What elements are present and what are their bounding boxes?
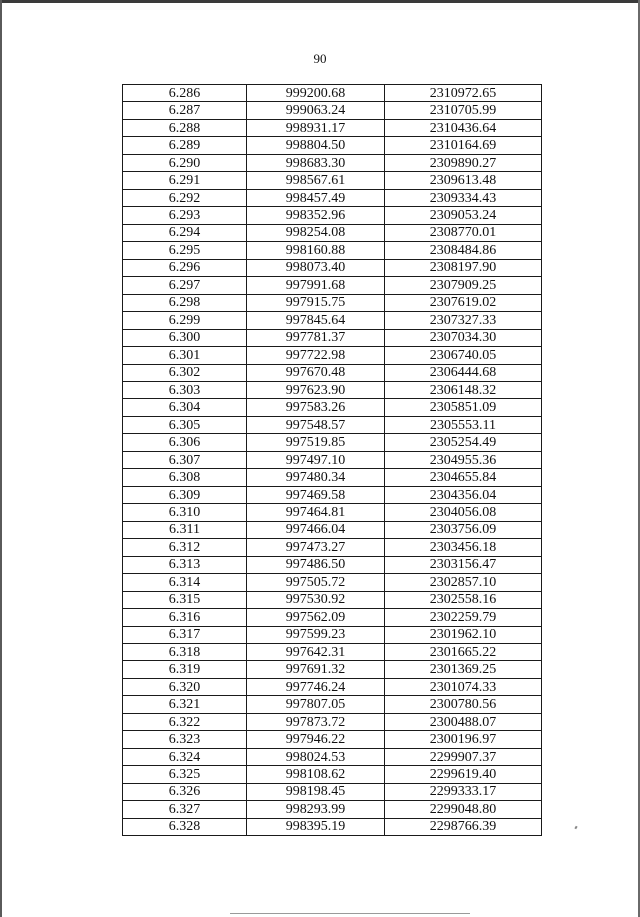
x-coordinate-cell: 997807.05 xyxy=(247,696,385,713)
table-row xyxy=(123,504,542,521)
x-coordinate-cell: 998073.40 xyxy=(247,259,385,276)
y-coordinate-cell: 2306148.32 xyxy=(385,381,542,398)
y-coordinate-cell: 2307619.02 xyxy=(385,294,542,311)
y-coordinate-cell: 2306444.68 xyxy=(385,364,542,381)
point-id-cell: 6.308 xyxy=(123,469,247,486)
table-row xyxy=(123,137,542,154)
point-id-cell: 6.316 xyxy=(123,609,247,626)
y-coordinate-cell: 2309334.43 xyxy=(385,189,542,206)
x-coordinate-cell: 997946.22 xyxy=(247,731,385,748)
x-coordinate-cell: 998352.96 xyxy=(247,207,385,224)
x-coordinate-cell: 997781.37 xyxy=(247,329,385,346)
table-row xyxy=(123,434,542,451)
x-coordinate-cell: 997473.27 xyxy=(247,539,385,556)
x-coordinate-cell: 997497.10 xyxy=(247,451,385,468)
table-row xyxy=(123,102,542,119)
point-id-cell: 6.303 xyxy=(123,381,247,398)
table-row xyxy=(123,364,542,381)
y-coordinate-cell: 2302259.79 xyxy=(385,609,542,626)
y-coordinate-cell: 2308484.86 xyxy=(385,242,542,259)
x-coordinate-cell: 998108.62 xyxy=(247,766,385,783)
point-id-cell: 6.293 xyxy=(123,207,247,224)
x-coordinate-cell: 997691.32 xyxy=(247,661,385,678)
point-id-cell: 6.323 xyxy=(123,731,247,748)
table-row xyxy=(123,294,542,311)
point-id-cell: 6.309 xyxy=(123,486,247,503)
y-coordinate-cell: 2303756.09 xyxy=(385,521,542,538)
y-coordinate-cell: 2301369.25 xyxy=(385,661,542,678)
x-coordinate-cell: 997583.26 xyxy=(247,399,385,416)
table-row xyxy=(123,85,542,102)
y-coordinate-cell: 2300780.56 xyxy=(385,696,542,713)
point-id-cell: 6.314 xyxy=(123,574,247,591)
point-id-cell: 6.299 xyxy=(123,312,247,329)
y-coordinate-cell: 2309053.24 xyxy=(385,207,542,224)
y-coordinate-cell: 2304056.08 xyxy=(385,504,542,521)
point-id-cell: 6.319 xyxy=(123,661,247,678)
y-coordinate-cell: 2301665.22 xyxy=(385,644,542,661)
point-id-cell: 6.306 xyxy=(123,434,247,451)
point-id-cell: 6.320 xyxy=(123,678,247,695)
point-id-cell: 6.290 xyxy=(123,154,247,171)
y-coordinate-cell: 2300196.97 xyxy=(385,731,542,748)
y-coordinate-cell: 2307034.30 xyxy=(385,329,542,346)
coordinate-table-body xyxy=(123,85,542,836)
table-row xyxy=(123,224,542,241)
x-coordinate-cell: 998567.61 xyxy=(247,172,385,189)
table-row xyxy=(123,172,542,189)
point-id-cell: 6.307 xyxy=(123,451,247,468)
x-coordinate-cell: 997466.04 xyxy=(247,521,385,538)
table-row xyxy=(123,609,542,626)
x-coordinate-cell: 997670.48 xyxy=(247,364,385,381)
point-id-cell: 6.317 xyxy=(123,626,247,643)
point-id-cell: 6.311 xyxy=(123,521,247,538)
point-id-cell: 6.297 xyxy=(123,277,247,294)
y-coordinate-cell: 2310164.69 xyxy=(385,137,542,154)
y-coordinate-cell: 2301962.10 xyxy=(385,626,542,643)
table-row xyxy=(123,259,542,276)
point-id-cell: 6.288 xyxy=(123,119,247,136)
point-id-cell: 6.291 xyxy=(123,172,247,189)
point-id-cell: 6.315 xyxy=(123,591,247,608)
y-coordinate-cell: 2309890.27 xyxy=(385,154,542,171)
y-coordinate-cell: 2304955.36 xyxy=(385,451,542,468)
point-id-cell: 6.321 xyxy=(123,696,247,713)
table-row xyxy=(123,242,542,259)
y-coordinate-cell: 2308770.01 xyxy=(385,224,542,241)
table-row xyxy=(123,154,542,171)
y-coordinate-cell: 2301074.33 xyxy=(385,678,542,695)
point-id-cell: 6.312 xyxy=(123,539,247,556)
point-id-cell: 6.295 xyxy=(123,242,247,259)
table-row xyxy=(123,591,542,608)
scan-speck xyxy=(574,826,577,830)
scan-frame-left xyxy=(0,0,2,917)
point-id-cell: 6.287 xyxy=(123,102,247,119)
scan-frame-top xyxy=(0,0,640,3)
table-row xyxy=(123,416,542,433)
point-id-cell: 6.325 xyxy=(123,766,247,783)
x-coordinate-cell: 997845.64 xyxy=(247,312,385,329)
point-id-cell: 6.302 xyxy=(123,364,247,381)
x-coordinate-cell: 997642.31 xyxy=(247,644,385,661)
point-id-cell: 6.300 xyxy=(123,329,247,346)
x-coordinate-cell: 997480.34 xyxy=(247,469,385,486)
point-id-cell: 6.301 xyxy=(123,347,247,364)
point-id-cell: 6.326 xyxy=(123,783,247,800)
y-coordinate-cell: 2305254.49 xyxy=(385,434,542,451)
y-coordinate-cell: 2307327.33 xyxy=(385,312,542,329)
x-coordinate-cell: 998395.19 xyxy=(247,818,385,835)
table-row xyxy=(123,766,542,783)
point-id-cell: 6.324 xyxy=(123,748,247,765)
x-coordinate-cell: 997722.98 xyxy=(247,347,385,364)
table-row xyxy=(123,678,542,695)
x-coordinate-cell: 997519.85 xyxy=(247,434,385,451)
point-id-cell: 6.327 xyxy=(123,801,247,818)
table-row xyxy=(123,451,542,468)
y-coordinate-cell: 2303156.47 xyxy=(385,556,542,573)
y-coordinate-cell: 2310705.99 xyxy=(385,102,542,119)
table-row xyxy=(123,661,542,678)
x-coordinate-cell: 997746.24 xyxy=(247,678,385,695)
point-id-cell: 6.298 xyxy=(123,294,247,311)
table-row xyxy=(123,119,542,136)
table-row xyxy=(123,347,542,364)
x-coordinate-cell: 998198.45 xyxy=(247,783,385,800)
x-coordinate-cell: 997548.57 xyxy=(247,416,385,433)
x-coordinate-cell: 997873.72 xyxy=(247,713,385,730)
point-id-cell: 6.304 xyxy=(123,399,247,416)
x-coordinate-cell: 998683.30 xyxy=(247,154,385,171)
point-id-cell: 6.305 xyxy=(123,416,247,433)
x-coordinate-cell: 998024.53 xyxy=(247,748,385,765)
x-coordinate-cell: 997469.58 xyxy=(247,486,385,503)
x-coordinate-cell: 997530.92 xyxy=(247,591,385,608)
x-coordinate-cell: 997486.50 xyxy=(247,556,385,573)
point-id-cell: 6.322 xyxy=(123,713,247,730)
table-row xyxy=(123,486,542,503)
table-row xyxy=(123,801,542,818)
point-id-cell: 6.292 xyxy=(123,189,247,206)
table-row xyxy=(123,399,542,416)
y-coordinate-cell: 2302558.16 xyxy=(385,591,542,608)
x-coordinate-cell: 997599.23 xyxy=(247,626,385,643)
y-coordinate-cell: 2299907.37 xyxy=(385,748,542,765)
coordinate-table xyxy=(122,84,542,836)
point-id-cell: 6.328 xyxy=(123,818,247,835)
x-coordinate-cell: 998931.17 xyxy=(247,119,385,136)
y-coordinate-cell: 2305553.11 xyxy=(385,416,542,433)
x-coordinate-cell: 998254.08 xyxy=(247,224,385,241)
y-coordinate-cell: 2310972.65 xyxy=(385,85,542,102)
table-row xyxy=(123,731,542,748)
table-row xyxy=(123,713,542,730)
y-coordinate-cell: 2304356.04 xyxy=(385,486,542,503)
point-id-cell: 6.294 xyxy=(123,224,247,241)
x-coordinate-cell: 997562.09 xyxy=(247,609,385,626)
point-id-cell: 6.296 xyxy=(123,259,247,276)
table-row xyxy=(123,748,542,765)
table-row xyxy=(123,329,542,346)
x-coordinate-cell: 997991.68 xyxy=(247,277,385,294)
y-coordinate-cell: 2307909.25 xyxy=(385,277,542,294)
table-row xyxy=(123,574,542,591)
page-number: 90 xyxy=(313,51,327,66)
y-coordinate-cell: 2306740.05 xyxy=(385,347,542,364)
point-id-cell: 6.313 xyxy=(123,556,247,573)
x-coordinate-cell: 997464.81 xyxy=(247,504,385,521)
table-row xyxy=(123,818,542,835)
table-row xyxy=(123,556,542,573)
y-coordinate-cell: 2298766.39 xyxy=(385,818,542,835)
table-row xyxy=(123,696,542,713)
table-row xyxy=(123,189,542,206)
x-coordinate-cell: 999200.68 xyxy=(247,85,385,102)
x-coordinate-cell: 998293.99 xyxy=(247,801,385,818)
table-row xyxy=(123,381,542,398)
x-coordinate-cell: 998804.50 xyxy=(247,137,385,154)
point-id-cell: 6.310 xyxy=(123,504,247,521)
y-coordinate-cell: 2310436.64 xyxy=(385,119,542,136)
table-row xyxy=(123,626,542,643)
point-id-cell: 6.318 xyxy=(123,644,247,661)
point-id-cell: 6.286 xyxy=(123,85,247,102)
x-coordinate-cell: 999063.24 xyxy=(247,102,385,119)
y-coordinate-cell: 2300488.07 xyxy=(385,713,542,730)
x-coordinate-cell: 997505.72 xyxy=(247,574,385,591)
table-row xyxy=(123,277,542,294)
table-row xyxy=(123,469,542,486)
table-row xyxy=(123,783,542,800)
table-row xyxy=(123,207,542,224)
y-coordinate-cell: 2302857.10 xyxy=(385,574,542,591)
x-coordinate-cell: 997623.90 xyxy=(247,381,385,398)
x-coordinate-cell: 998457.49 xyxy=(247,189,385,206)
x-coordinate-cell: 998160.88 xyxy=(247,242,385,259)
x-coordinate-cell: 997915.75 xyxy=(247,294,385,311)
y-coordinate-cell: 2305851.09 xyxy=(385,399,542,416)
y-coordinate-cell: 2299333.17 xyxy=(385,783,542,800)
y-coordinate-cell: 2303456.18 xyxy=(385,539,542,556)
y-coordinate-cell: 2299048.80 xyxy=(385,801,542,818)
table-row xyxy=(123,539,542,556)
point-id-cell: 6.289 xyxy=(123,137,247,154)
y-coordinate-cell: 2304655.84 xyxy=(385,469,542,486)
table-row xyxy=(123,521,542,538)
y-coordinate-cell: 2308197.90 xyxy=(385,259,542,276)
table-row xyxy=(123,312,542,329)
y-coordinate-cell: 2299619.40 xyxy=(385,766,542,783)
scan-bottom-edge xyxy=(230,913,470,914)
y-coordinate-cell: 2309613.48 xyxy=(385,172,542,189)
table-row xyxy=(123,644,542,661)
